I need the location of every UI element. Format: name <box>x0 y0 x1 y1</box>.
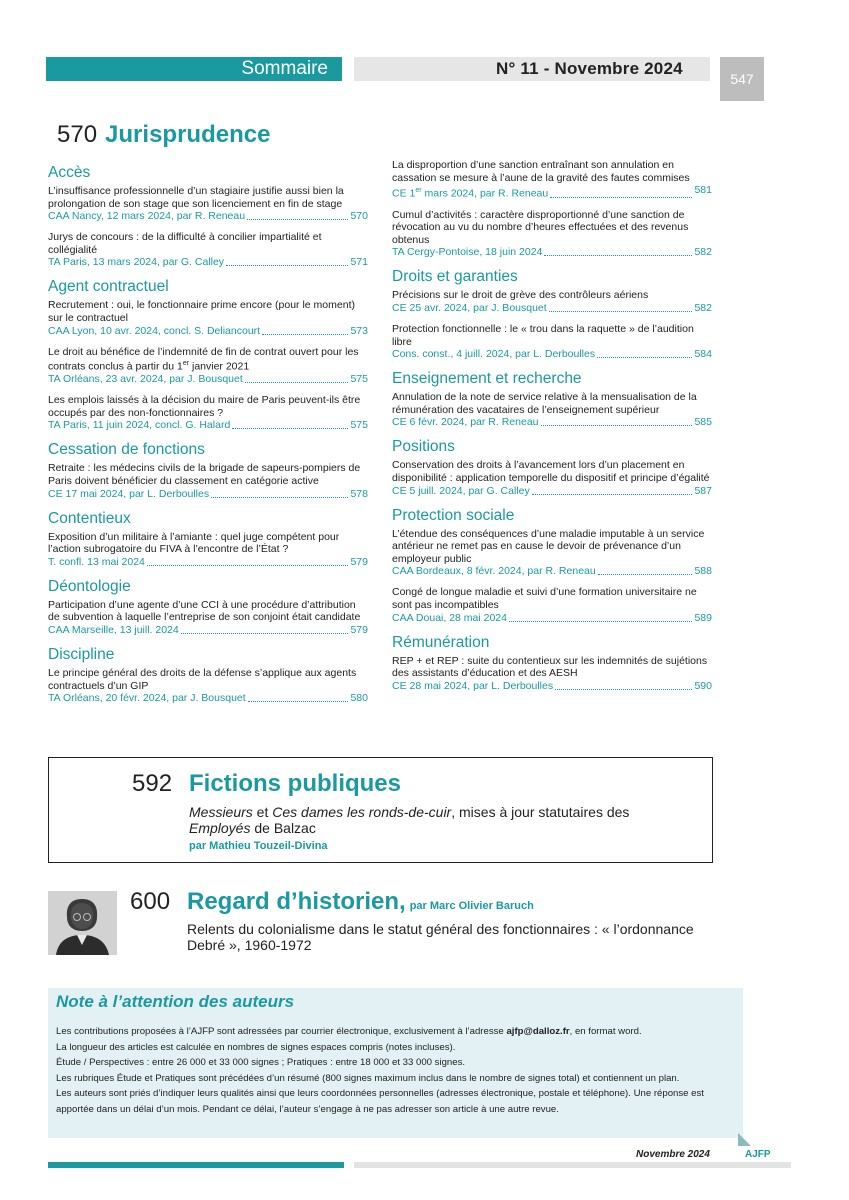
portrait-photo <box>48 891 117 955</box>
toc-entry[interactable] <box>392 289 712 315</box>
entry-description: L’insuffisance professionnelle d’un stagiaire justifie aussi bien la prolongation de son stage que son licenciement en fin de stage <box>48 185 344 210</box>
authors-note-box <box>48 988 743 1138</box>
note-line-4: Les rubriques Étude et Pratiques sont précédées d’un résumé (800 signes maximum inclus dans le nombre de signes total) et contiennent un plan. <box>56 1072 680 1084</box>
category-heading: Agent contractuel <box>48 278 169 296</box>
category-heading: Rémunération <box>392 633 490 651</box>
entry-source: CE 1er mars 2024, par R. Reneau <box>392 187 549 200</box>
entry-page: 588 <box>694 565 712 578</box>
entry-page: 571 <box>350 256 368 269</box>
entry-source: TA Orléans, 20 févr. 2024, par J. Bousquet <box>48 692 246 705</box>
fictions-text-2: et <box>252 804 273 820</box>
fictions-text-6: de Balzac <box>250 820 316 836</box>
entry-page: 582 <box>694 302 712 315</box>
entry-reference <box>392 612 712 625</box>
leader-dots <box>232 419 348 429</box>
entry-source: CAA Douai, 28 mai 2024 <box>392 611 507 624</box>
entry-source: TA Paris, 13 mars 2024, par G. Calley <box>48 256 225 269</box>
leader-dots <box>248 692 349 702</box>
leader-dots <box>181 624 349 634</box>
entry-source: TA Orléans, 23 avr. 2024, par J. Bousquet <box>48 373 243 386</box>
leader-dots <box>598 565 693 575</box>
entry-reference <box>48 325 368 338</box>
fictions-text-4: , mises à jour statutaires des <box>451 804 630 820</box>
entry-description: Participation d’une agente d’une CCI à une procédure d’attribution de subvention à laquelle l’entreprise de son conjoint était candidate <box>48 598 361 624</box>
toc-entry[interactable] <box>392 323 712 361</box>
entry-reference <box>48 256 368 269</box>
right-column <box>392 156 712 701</box>
entry-source: Cons. const., 4 juill. 2024, par L. Derboulles <box>392 348 596 361</box>
fictions-text-1: Messieurs <box>189 804 253 820</box>
toc-entry[interactable] <box>392 586 712 624</box>
entry-description: Recrutement : oui, le fonctionnaire prime encore (pour le moment) sur le contractuel <box>48 299 355 324</box>
entry-description: Protection fonctionnelle : le « trou dans la raquette » de l’audition libre <box>392 323 694 348</box>
toc-entry[interactable] <box>48 599 368 637</box>
entry-reference <box>48 692 368 705</box>
toc-entry[interactable] <box>48 394 368 432</box>
entry-page: 582 <box>694 246 712 259</box>
issue-banner: N° 11 - Novembre 2024 <box>354 57 710 81</box>
note-body <box>56 1024 742 1117</box>
footer-bar-teal <box>48 1162 344 1168</box>
entry-page: 580 <box>350 692 368 705</box>
note-line-5: Les auteurs sont priés d’indiquer leurs qualités ainsi que leurs coordonnées personnelles (adresses électronique, postale et téléphone). Une réponse est apportée dans un délai d’un mois. Pendant ce délai, l’auteur s’engage à ne pas adresser son article à une autre revue. <box>56 1088 704 1115</box>
section-name: Jurisprudence <box>105 121 271 148</box>
footer-bar-grey <box>354 1162 791 1168</box>
leader-dots <box>226 256 348 266</box>
entry-description: Le droit au bénéfice de l’indemnité de fin de contrat ouvert pour les contrats conclus à partir du 1er janvier 2021 <box>48 345 359 373</box>
leader-dots <box>549 302 693 312</box>
entry-reference <box>392 348 712 361</box>
entry-source: CAA Bordeaux, 8 févr. 2024, par R. Reneau <box>392 565 596 578</box>
note-title: Note à l’attention des auteurs <box>56 992 295 1011</box>
footer-journal: AJFP <box>745 1149 771 1160</box>
entry-description: La disproportion d’une sanction entraînant son annulation en cassation se mesure à l’aune de la gravité des fautes commises <box>392 159 690 184</box>
entry-page: 585 <box>694 416 712 429</box>
entry-page: 579 <box>350 555 368 568</box>
entry-source: CE 5 juill. 2024, par G. Calley <box>392 484 530 497</box>
entry-reference <box>392 565 712 578</box>
leader-dots <box>211 488 348 498</box>
fictions-box <box>48 757 713 863</box>
toc-entry[interactable] <box>48 185 368 223</box>
page-number: 547 <box>720 57 764 101</box>
section-title <box>57 120 270 150</box>
fictions-page-number: 592 <box>132 770 173 797</box>
entry-page: 584 <box>694 348 712 361</box>
note-line-1 <box>56 1024 742 1040</box>
note-line-1a: Les contributions proposées à l’AJFP sont adressées par courrier électronique, exclusivement à l’adresse <box>56 1026 507 1037</box>
section-page-number: 570 <box>57 121 98 148</box>
entry-reference <box>48 556 368 569</box>
entry-reference <box>48 373 368 386</box>
entry-description: Les emplois laissés à la décision du maire de Paris peuvent-ils être occupés par des non-fonctionnaires ? <box>48 394 361 419</box>
leader-dots <box>509 612 692 622</box>
entry-description: Retraite : les médecins civils de la brigade de sapeurs-pompiers de Paris doivent bénéficier du classement en catégorie active <box>48 462 361 488</box>
footer-date: Novembre 2024 <box>636 1149 710 1160</box>
leader-dots <box>532 485 693 495</box>
leader-dots <box>541 416 693 426</box>
category-heading: Protection sociale <box>392 506 515 524</box>
entry-description: Le principe général des droits de la défense s’applique aux agents contractuels d’un GIP <box>48 667 357 692</box>
entry-description: Jurys de concours : de la difficulté à concilier impartialité et collégialité <box>48 231 322 256</box>
toc-entry[interactable] <box>392 528 712 579</box>
toc-entry[interactable] <box>48 667 368 705</box>
leader-dots <box>550 184 692 198</box>
entry-page: 581 <box>694 184 712 197</box>
toc-entry[interactable] <box>48 231 368 269</box>
entry-description: Précisions sur le droit de grève des contrôleurs aériens <box>392 289 649 302</box>
leader-dots <box>597 348 692 358</box>
entry-reference <box>392 680 712 693</box>
leader-dots <box>555 680 692 690</box>
entry-page: 589 <box>694 611 712 624</box>
entry-description: Annulation de la note de service relative à la mensualisation de la rémunération des vacataires de l’enseignement supérieur <box>392 391 697 416</box>
category-heading: Cessation de fonctions <box>48 441 205 459</box>
toc-entry[interactable] <box>48 346 368 387</box>
entry-source: CE 28 mai 2024, par L. Derboulles <box>392 679 554 692</box>
entry-reference <box>392 246 712 259</box>
entry-description: L’étendue des conséquences d’une maladie imputable à un service antérieur ne remet pas en cause le devoir de prévenance d’un employeur public <box>392 527 705 565</box>
category-heading: Droits et garanties <box>392 268 518 286</box>
entry-description: Exposition d’un militaire à l’amiante : quel juge compétent pour l’action subrogatoire du FIVA à l’encontre de l’État ? <box>48 530 340 556</box>
category-heading: Discipline <box>48 646 115 663</box>
note-line-1b: , en format word. <box>569 1026 642 1037</box>
entry-source: CAA Marseille, 13 juill. 2024 <box>48 624 179 636</box>
leader-dots <box>247 210 348 220</box>
note-corner-fold <box>738 1133 751 1146</box>
entry-reference <box>48 488 368 501</box>
leader-dots <box>147 556 349 566</box>
entry-description: Congé de longue maladie et suivi d’une formation universitaire ne sont pas incompatibles <box>392 586 697 611</box>
category-heading: Accès <box>48 164 91 181</box>
entry-page: 578 <box>350 487 368 500</box>
entry-page: 587 <box>694 484 712 497</box>
entry-source: TA Cergy-Pontoise, 18 juin 2024 <box>392 246 543 259</box>
entry-page: 579 <box>350 624 368 636</box>
toc-entry[interactable] <box>392 209 712 260</box>
entry-reference <box>392 416 712 429</box>
left-column <box>48 157 368 713</box>
fictions-author: par Mathieu Touzeil-Divina <box>189 840 328 852</box>
leader-dots <box>262 325 348 335</box>
toc-entry[interactable] <box>392 459 712 497</box>
note-line-3: Étude / Perspectives : entre 26 000 et 33 000 signes ; Pratiques : entre 18 000 et 33 000 signes. <box>56 1057 466 1068</box>
entry-page: 570 <box>350 210 368 223</box>
regard-title-line <box>187 888 534 916</box>
entry-source: CE 6 févr. 2024, par R. Reneau <box>392 416 539 429</box>
entry-source: TA Paris, 11 juin 2024, concl. G. Halard <box>48 419 231 432</box>
entry-source: CAA Lyon, 10 avr. 2024, concl. S. Deliancourt <box>48 324 261 337</box>
category-heading: Contentieux <box>48 509 131 527</box>
note-email[interactable]: ajfp@dalloz.fr <box>506 1026 570 1037</box>
entry-source: T. confl. 13 mai 2024 <box>48 555 145 568</box>
category-heading: Enseignement et recherche <box>392 370 582 388</box>
sommaire-banner: Sommaire <box>46 57 342 81</box>
fictions-title[interactable]: Fictions publiques <box>189 770 402 797</box>
entry-reference <box>48 419 368 432</box>
fictions-text-3: Ces dames les ronds-de-cuir <box>272 804 452 820</box>
entry-page: 575 <box>350 419 368 432</box>
note-line-2: La longueur des articles est calculée en nombres de signes espaces compris (notes incluses). <box>56 1041 456 1053</box>
fictions-text-5: Employés <box>189 820 251 836</box>
entry-reference <box>48 624 368 637</box>
entry-reference <box>392 184 712 201</box>
entry-page: 575 <box>350 373 368 386</box>
entry-source: CE 25 avr. 2024, par J. Bousquet <box>392 302 547 315</box>
entry-reference <box>48 210 368 223</box>
category-heading: Déontologie <box>48 577 131 595</box>
entry-description: Conservation des droits à l’avancement lors d’un placement en disponibilité : application temporelle du dispositif et principe d’égalité <box>392 459 710 485</box>
entry-source: CAA Nancy, 12 mars 2024, par R. Reneau <box>48 210 246 223</box>
toc-entry[interactable] <box>48 462 368 500</box>
entry-page: 590 <box>694 679 712 692</box>
regard-description: Relents du colonialisme dans le statut général des fonctionnaires : « l’ordonnance Debré », 1960-1972 <box>187 921 694 953</box>
regard-author: par Marc Olivier Baruch <box>409 900 534 912</box>
category-heading: Positions <box>392 438 455 456</box>
toc-entry[interactable] <box>48 299 368 337</box>
entry-description: Cumul d’activités : caractère disproportionné d’une sanction de révocation au vu du nombre d’heures effectuées et des revenus obtenus <box>392 208 689 246</box>
toc-entry[interactable] <box>392 655 712 693</box>
entry-reference <box>392 485 712 498</box>
toc-entry[interactable] <box>48 531 368 569</box>
toc-entry[interactable] <box>392 391 712 429</box>
entry-source: CE 17 mai 2024, par L. Derboulles <box>48 487 210 500</box>
entry-page: 573 <box>350 324 368 337</box>
regard-page-number: 600 <box>130 888 171 915</box>
entry-description: REP + et REP : suite du contentieux sur les indemnités de sujétions des assistants d’éducation et des AESH <box>392 654 708 680</box>
regard-title[interactable]: Regard d’historien, <box>187 888 406 915</box>
leader-dots <box>245 373 349 383</box>
toc-entry[interactable] <box>392 159 712 201</box>
leader-dots <box>544 246 692 256</box>
fictions-description <box>189 804 689 836</box>
entry-reference <box>392 302 712 315</box>
